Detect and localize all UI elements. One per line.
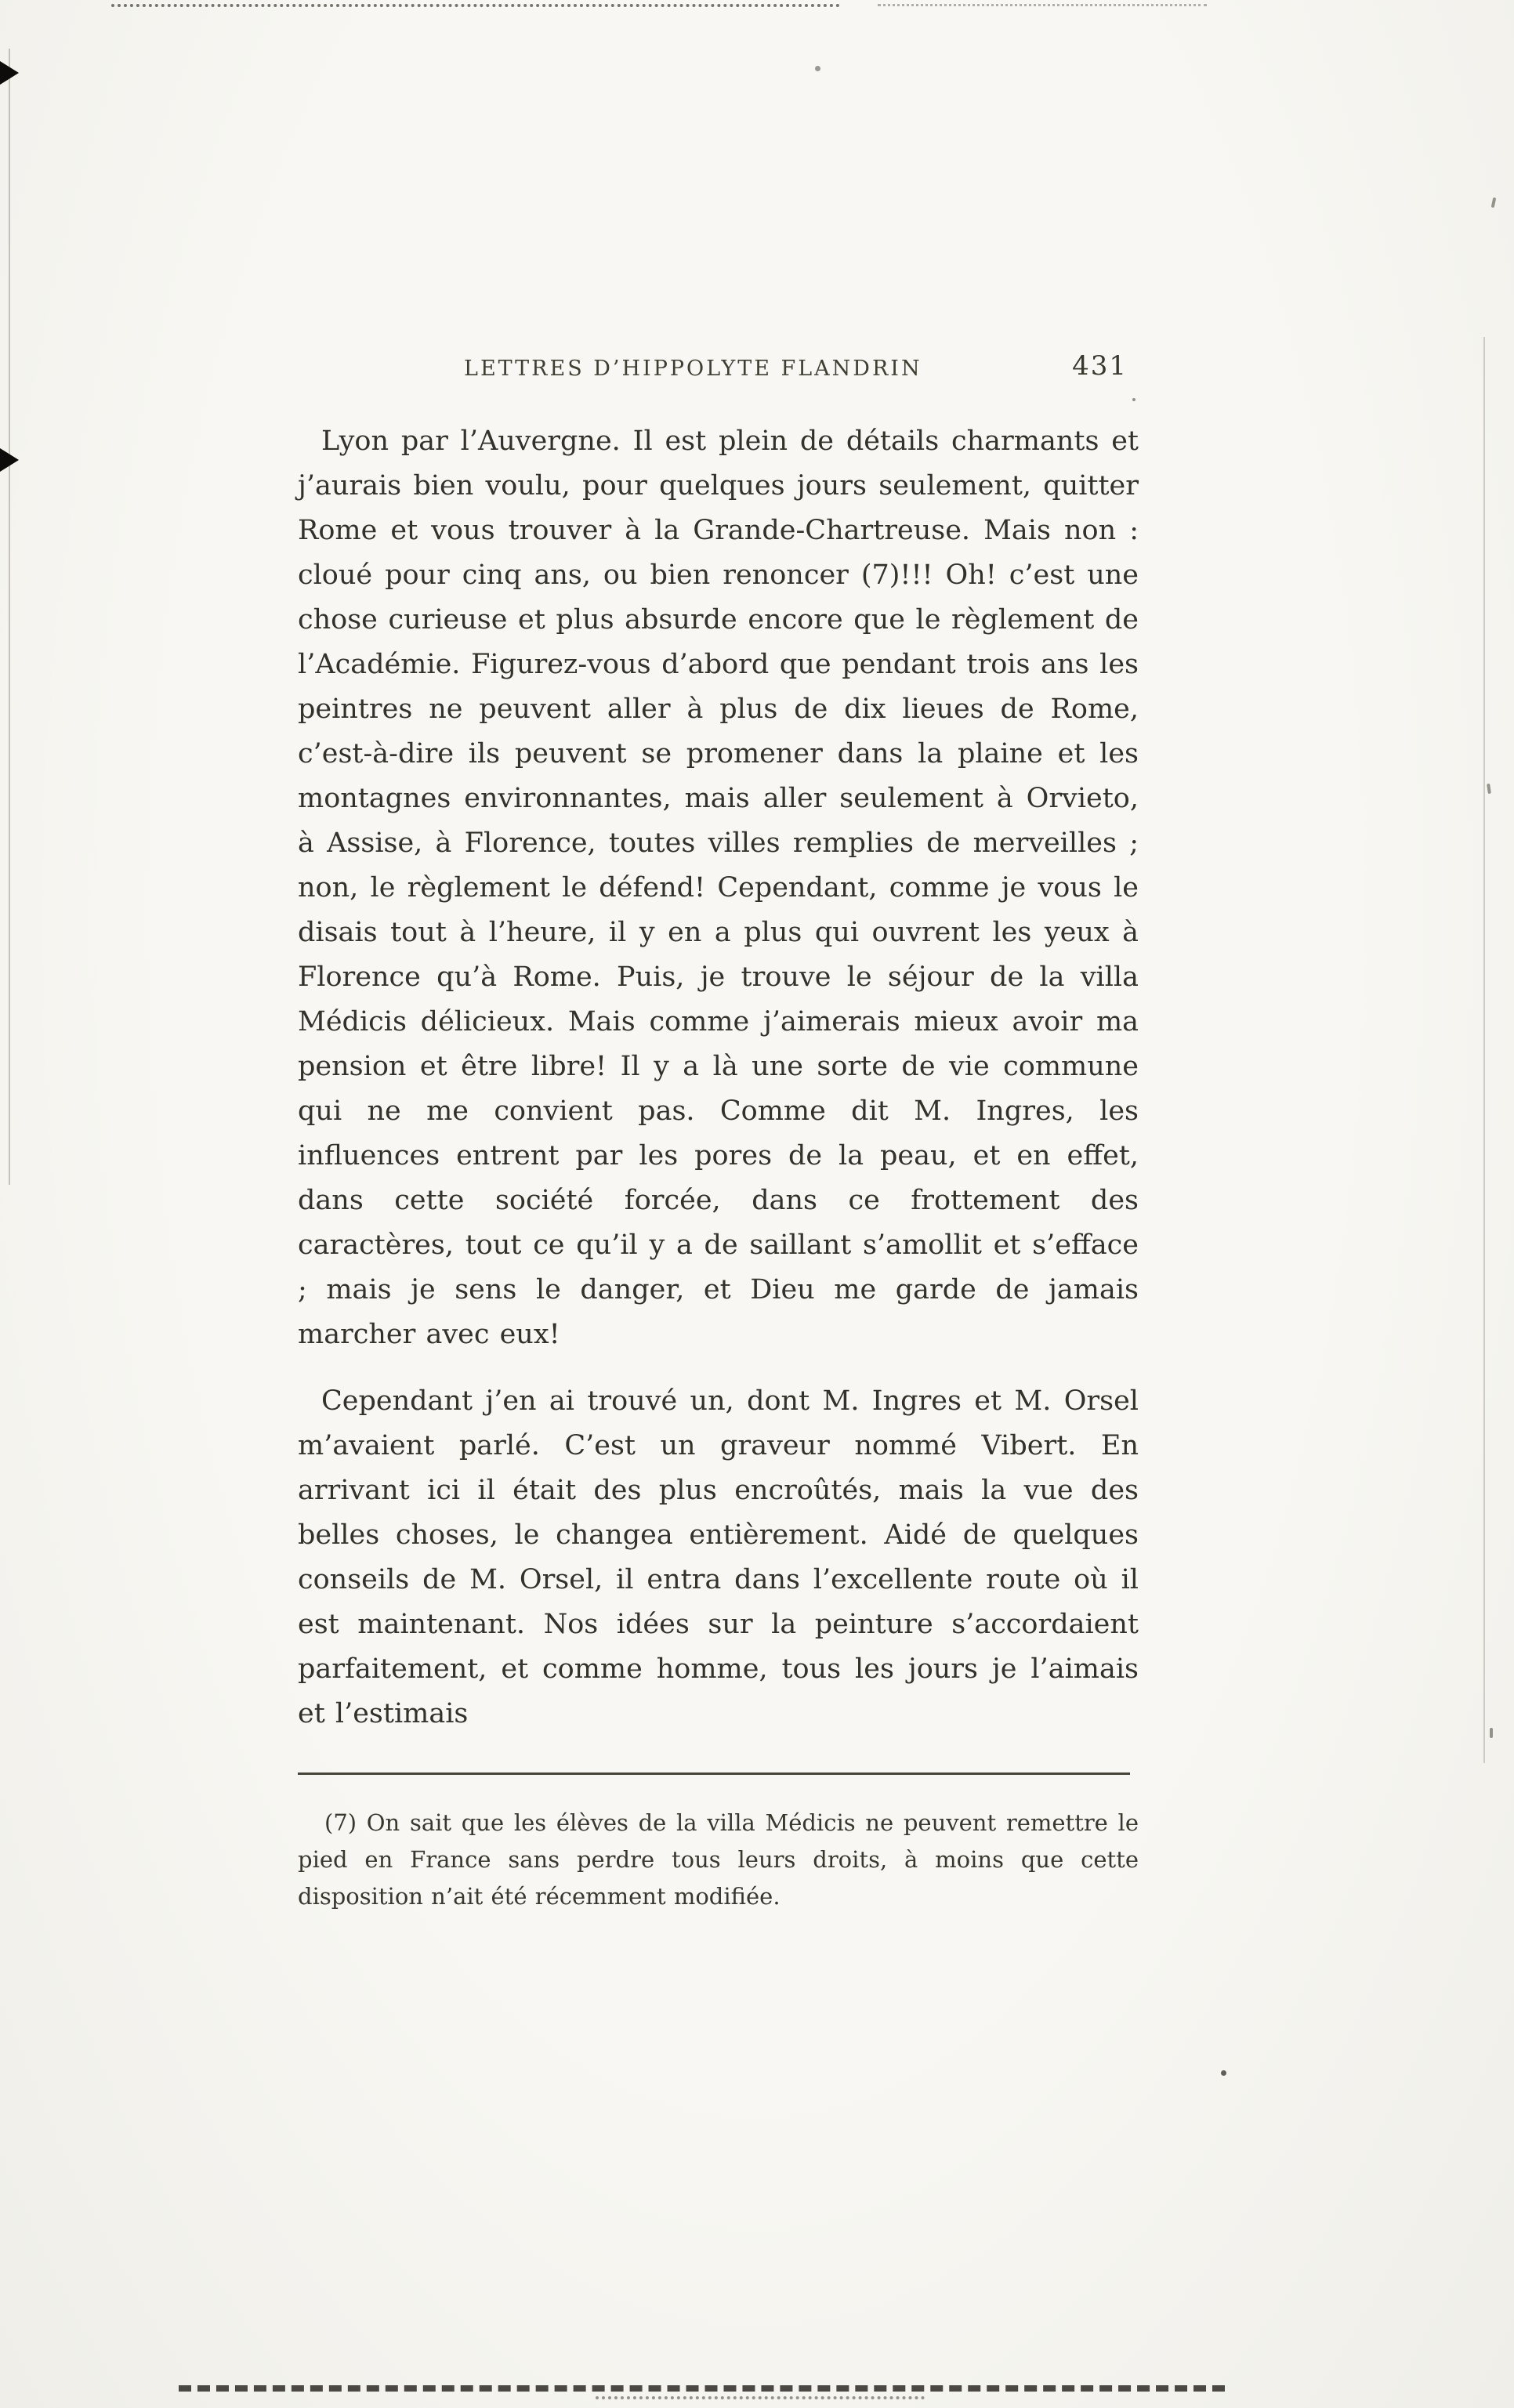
body-text (298, 419, 1139, 1736)
scan-artifact-right-tick (1491, 197, 1497, 208)
scan-artifact-right-tick (1490, 1728, 1493, 1738)
running-head (298, 347, 1139, 396)
scan-artifact-left-wedge-top (0, 61, 19, 85)
running-title: LETTRES D’HIPPOLYTE FLANDRIN (464, 357, 922, 381)
scan-artifact-speck (1221, 2070, 1226, 2076)
footnote-block (298, 1773, 1139, 1915)
scan-artifact-top-dotted-line-2 (878, 4, 1207, 6)
page-number: 431 (1072, 350, 1128, 382)
scan-artifact-bottom-dashed-line-2 (596, 2396, 925, 2399)
paragraph: Cependant j’en ai trouvé un, dont M. Ingres et M. Orsel m’avaient parlé. C’est un graveur nommé Vibert. En arrivant ici il était des plus encroûtés, mais la vue des belles choses, le changea entièrement. Aidé de quelques conseils de M. Orsel, il entra dans l’excellente route où il est maintenant. Nos idées sur la peinture s’accordaient parfaitement, et comme homme, tous les jours je l’aimais et l’estimais (298, 1385, 1139, 1729)
scan-artifact-left-hairline (9, 49, 10, 1185)
scan-artifact-top-dotted-line (111, 4, 840, 7)
footnote-text: (7) On sait que les élèves de la villa Médicis ne peuvent remettre le pied en France sans perdre tous leurs droits, à moins que cette disposition n’ait été récemment modifiée. (298, 1809, 1139, 1910)
scan-artifact-right-tick (1487, 784, 1491, 794)
scan-artifact-left-wedge-middle (0, 448, 19, 472)
text-column (298, 347, 1139, 1938)
paragraph: Lyon par l’Auvergne. Il est plein de détails charmants et j’aurais bien voulu, pour quelques jours seulement, quitter Rome et vous trouver à la Grande-Chartreuse. Mais non : cloué pour cinq ans, ou bien renoncer (7)!!! Oh! c’est une chose curieuse et plus absurde encore que le règlement de l’Académie. Figurez-vous d’abord que pendant trois ans les peintres ne peuvent aller à plus de dix lieues de Rome, c’est-à-dire ils peuvent se promener dans la plaine et les montagnes environnantes, mais aller seulement à Orvieto, à Assise, à Florence, toutes villes remplies de merveilles ; non, le règlement le défend! Cependant, comme je vous le disais tout à l’heure, il y en a plus qui ouvrent les yeux à Florence qu’à Rome. Puis, je trouve le séjour de la villa Médicis délicieux. Mais comme j’aimerais mieux avoir ma pension et être libre! Il y a là une sorte de vie commune qui ne me convient pas. Comme dit M. Ingres, les influences entrent par les pores de la peau, et en effet, dans cette société forcée, dans ce frottement des caractères, tout ce qu’il y a de saillant s’amollit et s’efface ; mais je sens le danger, et Dieu me garde de jamais marcher avec eux! (298, 425, 1139, 1350)
scan-artifact-speck (815, 66, 820, 71)
scan-artifact-right-hairline (1483, 337, 1485, 1763)
footnote-rule (298, 1773, 1130, 1775)
scan-artifact-bottom-dashed-line (179, 2385, 1225, 2392)
